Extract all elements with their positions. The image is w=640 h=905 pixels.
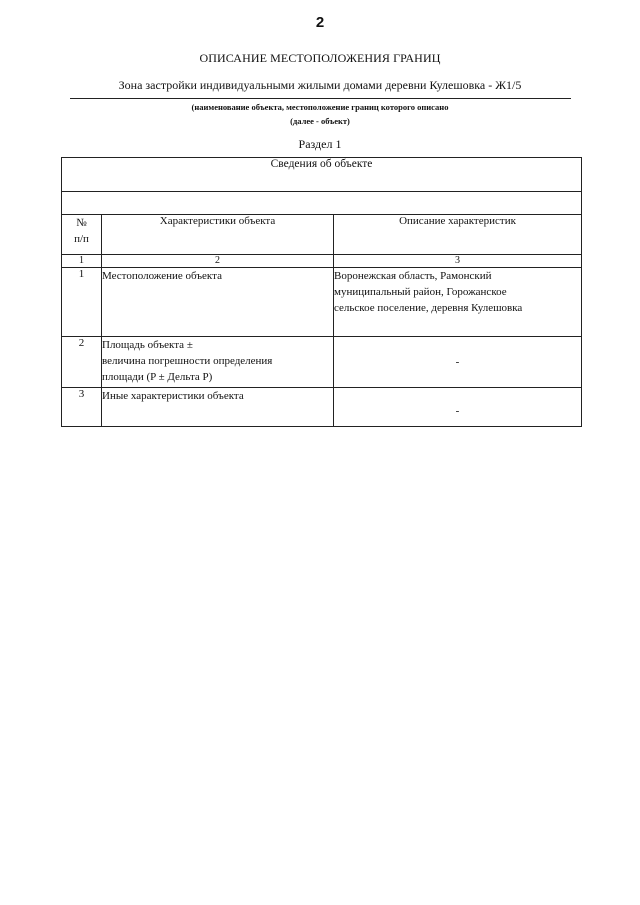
- table-empty-cell: [62, 192, 582, 215]
- column-number: 3: [334, 255, 582, 268]
- column-header-num-line1: №: [76, 217, 87, 229]
- column-number: 1: [62, 255, 102, 268]
- table-row: [62, 337, 582, 388]
- page-number: 2: [315, 14, 325, 31]
- table-row: [62, 268, 582, 337]
- row-description: -: [334, 337, 582, 388]
- row-description: -: [334, 388, 582, 427]
- column-number-row: [62, 255, 582, 268]
- row-description-line: сельское поселение, деревня Кулешовка: [334, 302, 523, 314]
- column-header-characteristics: Характеристики объекта: [102, 215, 334, 255]
- table-empty-row: [62, 192, 582, 215]
- table-row: [62, 388, 582, 427]
- section-title: Раздел 1: [298, 137, 342, 151]
- row-characteristic: Местоположение объекта: [102, 268, 334, 337]
- row-number: 3: [62, 388, 102, 427]
- row-number: 1: [62, 268, 102, 337]
- object-info-table: [61, 157, 582, 427]
- column-header-row: [62, 215, 582, 255]
- document-title: ОПИСАНИЕ МЕСТОПОЛОЖЕНИЯ ГРАНИЦ: [199, 51, 441, 65]
- row-number: 2: [62, 337, 102, 388]
- row-characteristic-line: Площадь объекта ±: [102, 339, 193, 351]
- object-name: Зона застройки индивидуальными жилыми домами деревни Кулешовка - Ж1/5: [118, 78, 522, 92]
- object-name-caption: (наименование объекта, местоположение границ которого описано: [191, 102, 449, 112]
- column-header-description: Описание характеристик: [334, 215, 582, 255]
- row-description: [334, 268, 582, 337]
- column-number: 2: [102, 255, 334, 268]
- row-characteristic: [102, 337, 334, 388]
- column-header-num: [62, 215, 102, 255]
- row-characteristic-line: площади (P ± Дельта P): [102, 371, 213, 383]
- object-name-underline: [70, 98, 571, 99]
- table-header-row: [62, 158, 582, 192]
- row-characteristic: Иные характеристики объекта: [102, 388, 334, 427]
- table-header: Сведения об объекте: [62, 158, 582, 192]
- row-description-line: Воронежская область, Рамонский: [334, 270, 492, 282]
- column-header-num-line2: п/п: [74, 233, 89, 245]
- row-characteristic-line: величина погрешности определения: [102, 355, 273, 367]
- row-description-line: муниципальный район, Горожанское: [334, 286, 507, 298]
- object-name-caption-continued: (далее - объект): [290, 116, 350, 126]
